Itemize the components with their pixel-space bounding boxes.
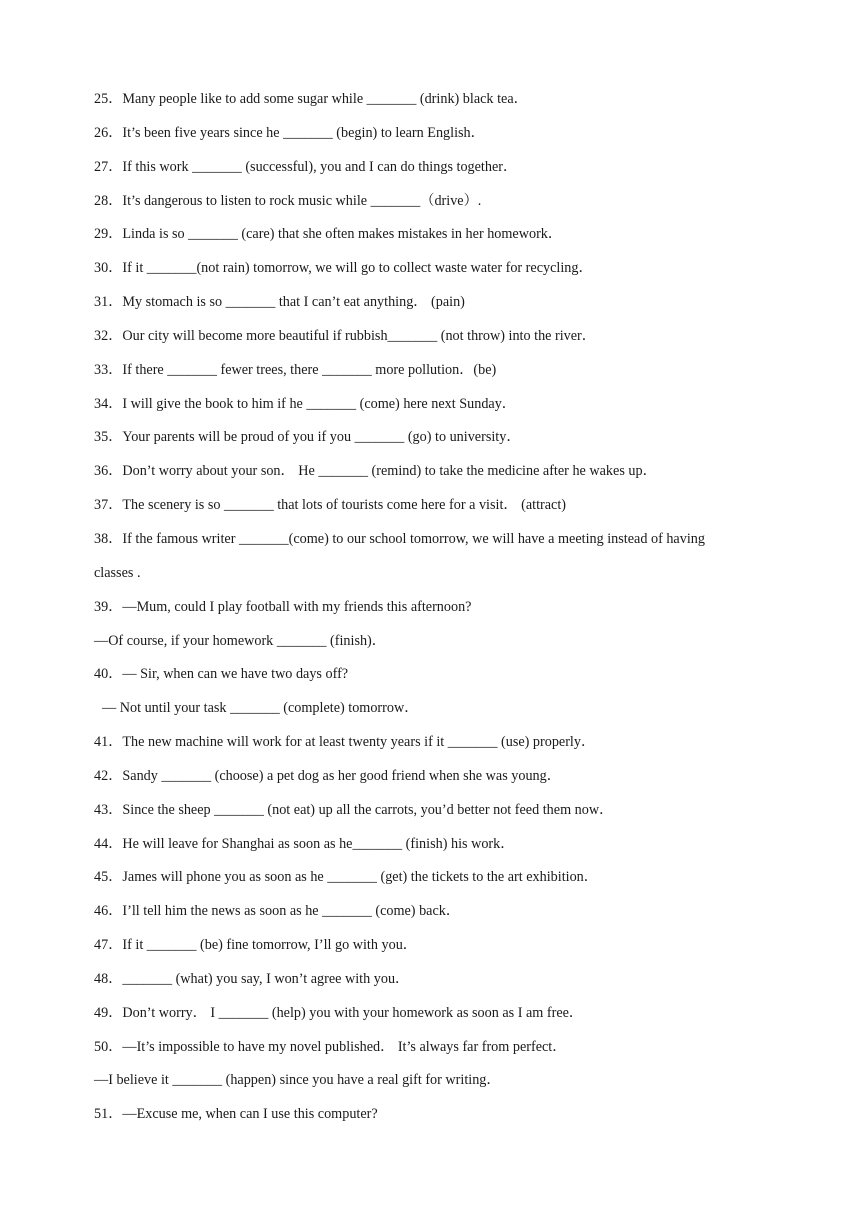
exercise-line: 36．Don’t worry about your son． He _______ (remind) to take the medicine after he wakes up． xyxy=(94,463,657,480)
exercise-line: 32．Our city will become more beautiful if rubbish_______ (not throw) into the river． xyxy=(94,327,596,344)
exercise-line: 37．The scenery is so _______ that lots of tourists come here for a visit． (attract) xyxy=(94,497,567,514)
exercise-line: 51．—Excuse me, when can I use this computer? xyxy=(94,1106,378,1123)
exercise-line: 27．If this work _______ (successful), you and I can do things together． xyxy=(94,158,518,175)
exercise-line: 40．— Sir, when can we have two days off? xyxy=(94,666,349,683)
exercise-line: 45．James will phone you as soon as he _______ (get) the tickets to the art exhibition． xyxy=(94,869,598,886)
exercise-line: 42．Sandy _______ (choose) a pet dog as her good friend when she was young． xyxy=(94,767,561,784)
exercise-line: 41．The new machine will work for at least twenty years if it _______ (use) properly． xyxy=(94,734,596,751)
exercise-line: 48．_______ (what) you say, I won’t agree with you． xyxy=(94,970,410,987)
exercise-line: 47．If it _______ (be) fine tomorrow, I’ll go with you． xyxy=(94,937,417,954)
exercise-line: 50．—It’s impossible to have my novel published． It’s always far from perfect． xyxy=(94,1038,567,1055)
exercise-line: 30．If it _______(not rain) tomorrow, we will go to collect waste water for recycling． xyxy=(94,260,593,277)
exercise-line: 26．It’s been five years since he _______ (begin) to learn English． xyxy=(94,124,485,141)
exercise-line: —I believe it _______ (happen) since you have a real gift for writing． xyxy=(94,1072,501,1089)
exercise-line: 33．If there _______ fewer trees, there _______ more pollution．(be) xyxy=(94,361,497,378)
exercise-list xyxy=(94,88,774,1137)
exercise-line: — Not until your task _______ (complete) tomorrow． xyxy=(102,700,419,717)
exercise-line: 38．If the famous writer _______(come) to our school tomorrow, we will have a meeting instead of having xyxy=(94,530,705,547)
exercise-line: 34．I will give the book to him if he _______ (come) here next Sunday． xyxy=(94,395,516,412)
exercise-line: 29．Linda is so _______ (care) that she often makes mistakes in her homework． xyxy=(94,226,563,243)
exercise-line: 43．Since the sheep _______ (not eat) up all the carrots, you’d better not feed them now． xyxy=(94,801,614,818)
exercise-line: 31．My stomach is so _______ that I can’t eat anything． (pain) xyxy=(94,294,465,311)
exercise-line: 28．It’s dangerous to listen to rock music while _______（drive）. xyxy=(94,192,482,209)
exercise-line: 44．He will leave for Shanghai as soon as he_______ (finish) his work． xyxy=(94,835,515,852)
exercise-line: classes . xyxy=(94,564,141,581)
exercise-line: 46．I’ll tell him the news as soon as he _______ (come) back． xyxy=(94,903,461,920)
exercise-line: —Of course, if your homework _______ (finish)． xyxy=(94,632,386,649)
exercise-line: 39．—Mum, could I play football with my friends this afternoon? xyxy=(94,598,472,615)
exercise-line: 25．Many people like to add some sugar while _______ (drink) black tea． xyxy=(94,91,528,107)
exercise-line: 49．Don’t worry． I _______ (help) you with your homework as soon as I am free． xyxy=(94,1004,584,1021)
exercise-line: 35．Your parents will be proud of you if you _______ (go) to university． xyxy=(94,429,521,446)
